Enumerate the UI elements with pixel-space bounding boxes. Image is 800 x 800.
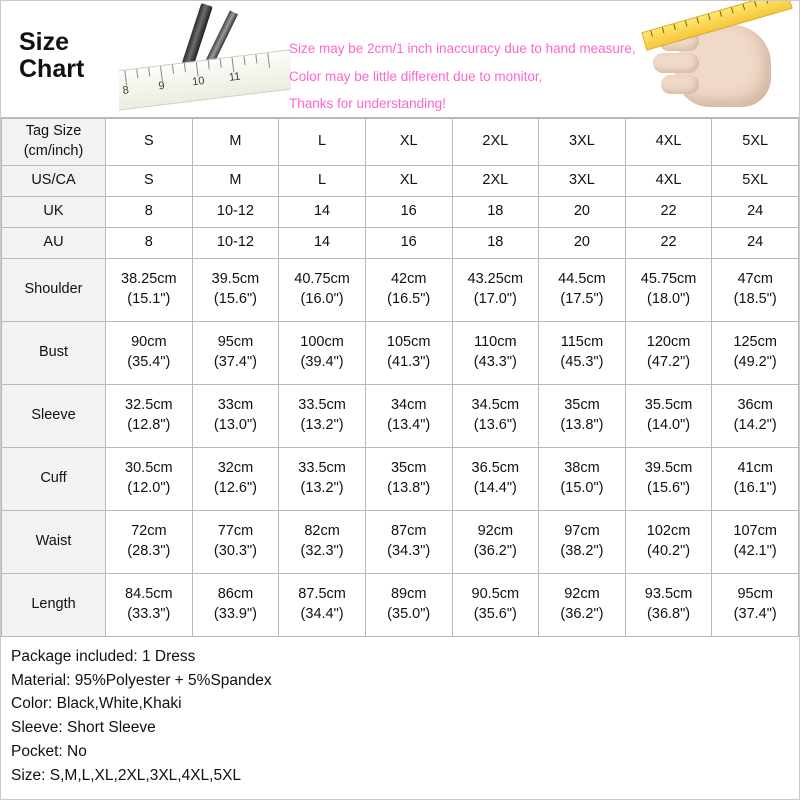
value-cm: 77cm (217, 523, 254, 540)
value-cm: 95cm (217, 334, 254, 351)
value-cm: 120cm (646, 334, 691, 351)
cell-us-ca: 2XL (452, 166, 539, 197)
value-inch: (33.9") (213, 606, 257, 622)
table-row-sleeve (2, 385, 799, 448)
value-inch: (13.8") (387, 480, 431, 496)
cell-shoulder (539, 259, 626, 322)
value-inch: (40.2") (647, 543, 691, 559)
value-inch: (39.4") (300, 354, 344, 370)
cell-bust (625, 322, 712, 385)
value-inch: (13.6") (473, 417, 517, 433)
row-label-bust: Bust (2, 322, 106, 385)
cell-shoulder (712, 259, 799, 322)
value-cm: 45.75cm (640, 271, 697, 288)
cell-tag-size: XL (365, 119, 452, 166)
value-inch: (17.5") (560, 291, 604, 307)
table-row-shoulder (2, 259, 799, 322)
value-cm: 89cm (390, 586, 427, 603)
ruler-number: 11 (228, 70, 242, 84)
value-inch: (34.3") (387, 543, 431, 559)
value-cm: 87.5cm (298, 586, 346, 603)
value-inch: (17.0") (473, 291, 517, 307)
cell-tag-size: L (279, 119, 366, 166)
cell-tag-size: S (106, 119, 193, 166)
value-inch: (18.5") (733, 291, 777, 307)
value-cm: 125cm (733, 334, 777, 351)
value-cm: 110cm (474, 334, 517, 351)
cell-uk: 18 (452, 197, 539, 228)
table-row-tag-size (2, 119, 799, 166)
cell-length (365, 574, 452, 637)
chart-header (1, 1, 799, 118)
cell-uk: 24 (712, 197, 799, 228)
value-inch: (47.2") (647, 354, 691, 370)
cell-tag-size: 3XL (539, 119, 626, 166)
value-inch: (15.0") (560, 480, 604, 496)
value-inch: (32.3") (300, 543, 344, 559)
table-row-cuff (2, 448, 799, 511)
value-cm: 32.5cm (125, 397, 173, 414)
ruler-and-pens-image (119, 1, 291, 116)
tag-size-label-line1: Tag Size (25, 123, 82, 140)
row-label-tag-size (2, 119, 106, 166)
cell-sleeve (625, 385, 712, 448)
cell-us-ca: 3XL (539, 166, 626, 197)
detail-material: Material: 95%Polyester + 5%Spandex (11, 671, 272, 689)
cell-shoulder (192, 259, 279, 322)
value-cm: 36cm (737, 397, 773, 414)
cell-us-ca: XL (365, 166, 452, 197)
value-cm: 90.5cm (471, 586, 520, 603)
ruler-number: 9 (157, 79, 166, 93)
value-cm: 40.75cm (294, 271, 350, 288)
cell-tag-size: 4XL (625, 119, 712, 166)
value-cm: 41cm (737, 460, 773, 477)
ruler-number: 10 (191, 74, 206, 89)
detail-package: Package included: 1 Dress (11, 648, 196, 665)
cell-uk: 14 (279, 197, 366, 228)
value-inch: (13.2") (300, 417, 344, 433)
cell-waist (106, 511, 193, 574)
value-cm: 43.25cm (467, 271, 524, 288)
row-label-waist: Waist (2, 511, 106, 574)
value-cm: 34cm (390, 397, 427, 414)
value-inch: (13.0") (213, 417, 257, 433)
cell-length (192, 574, 279, 637)
value-inch: (13.2") (300, 480, 344, 496)
cell-us-ca: L (279, 166, 366, 197)
row-label-cuff: Cuff (2, 448, 106, 511)
cell-length (106, 574, 193, 637)
cell-cuff (106, 448, 193, 511)
detail-sleeve: Sleeve: Short Sleeve (11, 719, 156, 737)
cell-length (712, 574, 799, 637)
value-cm: 93.5cm (644, 586, 693, 603)
value-inch: (14.4") (473, 480, 517, 496)
value-inch: (15.6") (213, 291, 257, 307)
cell-cuff (712, 448, 799, 511)
value-inch: (12.0") (127, 480, 171, 496)
cell-au: 18 (452, 228, 539, 259)
cell-sleeve (279, 385, 366, 448)
cell-shoulder (279, 259, 366, 322)
cell-uk: 8 (106, 197, 193, 228)
value-inch: (33.3") (127, 606, 171, 622)
value-inch: (41.3") (387, 354, 431, 370)
value-cm: 33.5cm (298, 397, 346, 414)
value-cm: 115cm (560, 334, 604, 351)
cell-waist (625, 511, 712, 574)
value-cm: 102cm (646, 523, 691, 540)
value-cm: 34.5cm (471, 397, 520, 414)
cell-au: 22 (625, 228, 712, 259)
value-inch: (13.8") (560, 417, 604, 433)
value-inch: (13.4") (387, 417, 431, 433)
cell-cuff (279, 448, 366, 511)
value-cm: 97cm (564, 523, 600, 540)
cell-uk: 20 (539, 197, 626, 228)
cell-au: 24 (712, 228, 799, 259)
value-inch: (12.8") (127, 417, 171, 433)
value-cm: 95cm (737, 586, 773, 603)
value-inch: (45.3") (560, 354, 604, 370)
value-inch: (35.4") (127, 354, 171, 370)
cell-bust (192, 322, 279, 385)
value-cm: 30.5cm (125, 460, 173, 477)
cell-au: 14 (279, 228, 366, 259)
value-inch: (16.1") (733, 480, 777, 496)
cell-shoulder (452, 259, 539, 322)
ruler-icon (119, 47, 291, 111)
value-inch: (38.2") (560, 543, 604, 559)
value-inch: (16.0") (300, 291, 344, 307)
value-cm: 105cm (386, 334, 431, 351)
value-cm: 100cm (300, 334, 344, 351)
value-cm: 33cm (217, 397, 254, 414)
table-row-us-ca (2, 166, 799, 197)
cell-sleeve (539, 385, 626, 448)
cell-bust (539, 322, 626, 385)
ruler-number: 8 (122, 84, 130, 97)
value-inch: (49.2") (733, 354, 777, 370)
cell-sleeve (192, 385, 279, 448)
value-inch: (12.6") (213, 480, 257, 496)
size-table (1, 118, 799, 637)
cell-au: 8 (106, 228, 193, 259)
cell-cuff (625, 448, 712, 511)
value-cm: 35cm (564, 397, 600, 414)
value-cm: 82cm (304, 523, 340, 540)
row-label-au: AU (2, 228, 106, 259)
cell-bust (279, 322, 366, 385)
cell-waist (539, 511, 626, 574)
value-inch: (15.1") (127, 291, 171, 307)
row-label-shoulder: Shoulder (2, 259, 106, 322)
row-label-us-ca: US/CA (2, 166, 106, 197)
tape-measure-hand-image (629, 1, 799, 116)
value-cm: 32cm (217, 460, 254, 477)
cell-us-ca: 4XL (625, 166, 712, 197)
value-cm: 44.5cm (558, 271, 606, 288)
value-inch: (37.4") (213, 354, 257, 370)
disclaimer-line-1: Size may be 2cm/1 inch inaccuracy due to hand measure, (289, 41, 636, 56)
value-cm: 107cm (733, 523, 777, 540)
table-row-bust (2, 322, 799, 385)
cell-us-ca: S (106, 166, 193, 197)
value-cm: 92cm (564, 586, 600, 603)
detail-pocket: Pocket: No (11, 742, 87, 760)
cell-uk: 16 (365, 197, 452, 228)
cell-tag-size: M (192, 119, 279, 166)
value-inch: (14.0") (647, 417, 691, 433)
cell-cuff (365, 448, 452, 511)
value-cm: 35cm (390, 460, 427, 477)
value-cm: 84.5cm (125, 586, 173, 603)
cell-uk: 22 (625, 197, 712, 228)
cell-cuff (539, 448, 626, 511)
value-inch: (35.6") (473, 606, 517, 622)
table-row-waist (2, 511, 799, 574)
cell-tag-size: 5XL (712, 119, 799, 166)
value-cm: 38cm (564, 460, 600, 477)
disclaimer-line-3: Thanks for understanding! (289, 96, 446, 112)
measurement-disclaimer (289, 35, 636, 118)
cell-length (625, 574, 712, 637)
value-cm: 42cm (390, 271, 427, 288)
value-cm: 87cm (390, 523, 427, 540)
cell-shoulder (365, 259, 452, 322)
cell-sleeve (106, 385, 193, 448)
cell-length (539, 574, 626, 637)
value-inch: (15.6") (647, 480, 691, 496)
disclaimer-line-2: Color may be little different due to monitor, (289, 68, 543, 84)
table-row-uk (2, 197, 799, 228)
value-cm: 47cm (737, 271, 773, 288)
value-cm: 92cm (477, 523, 514, 540)
value-inch: (30.3") (213, 543, 257, 559)
cell-shoulder (625, 259, 712, 322)
cell-cuff (452, 448, 539, 511)
value-inch: (16.5") (387, 291, 431, 307)
cell-shoulder (106, 259, 193, 322)
value-inch: (43.3") (473, 354, 517, 370)
value-cm: 36.5cm (471, 460, 520, 477)
value-inch: (35.0") (387, 606, 431, 622)
value-inch: (36.2") (560, 606, 604, 622)
cell-waist (365, 511, 452, 574)
value-inch: (36.8") (647, 606, 691, 622)
table-row-length (2, 574, 799, 637)
value-inch: (36.2") (473, 543, 517, 559)
table-row-au (2, 228, 799, 259)
cell-bust (365, 322, 452, 385)
value-cm: 35.5cm (644, 397, 693, 414)
cell-tag-size: 2XL (452, 119, 539, 166)
cell-waist (452, 511, 539, 574)
cell-sleeve (365, 385, 452, 448)
cell-waist (279, 511, 366, 574)
tag-size-label-line2: (cm/inch) (23, 143, 84, 159)
row-label-sleeve: Sleeve (2, 385, 106, 448)
cell-waist (192, 511, 279, 574)
cell-waist (712, 511, 799, 574)
cell-bust (452, 322, 539, 385)
value-cm: 33.5cm (298, 460, 346, 477)
cell-us-ca: M (192, 166, 279, 197)
row-label-length: Length (2, 574, 106, 637)
value-cm: 39.5cm (211, 271, 260, 288)
value-cm: 72cm (131, 523, 167, 540)
row-label-uk: UK (2, 197, 106, 228)
value-inch: (42.1") (733, 543, 777, 559)
detail-color: Color: Black,White,Khaki (11, 695, 182, 713)
value-inch: (18.0") (647, 291, 691, 307)
cell-us-ca: 5XL (712, 166, 799, 197)
cell-bust (712, 322, 799, 385)
cell-au: 10-12 (192, 228, 279, 259)
cell-bust (106, 322, 193, 385)
value-cm: 39.5cm (644, 460, 693, 477)
cell-au: 16 (365, 228, 452, 259)
cell-length (279, 574, 366, 637)
value-inch: (34.4") (300, 606, 344, 622)
cell-length (452, 574, 539, 637)
value-cm: 90cm (131, 334, 167, 351)
cell-au: 20 (539, 228, 626, 259)
cell-uk: 10-12 (192, 197, 279, 228)
cell-cuff (192, 448, 279, 511)
detail-size: Size: S,M,L,XL,2XL,3XL,4XL,5XL (11, 766, 242, 784)
value-inch: (14.2") (733, 417, 777, 433)
value-inch: (28.3") (127, 543, 171, 559)
cell-sleeve (452, 385, 539, 448)
value-cm: 38.25cm (121, 271, 177, 288)
value-cm: 86cm (217, 586, 254, 603)
page-title: Size Chart (19, 28, 85, 83)
value-inch: (37.4") (733, 606, 777, 622)
product-details (1, 637, 799, 793)
cell-sleeve (712, 385, 799, 448)
